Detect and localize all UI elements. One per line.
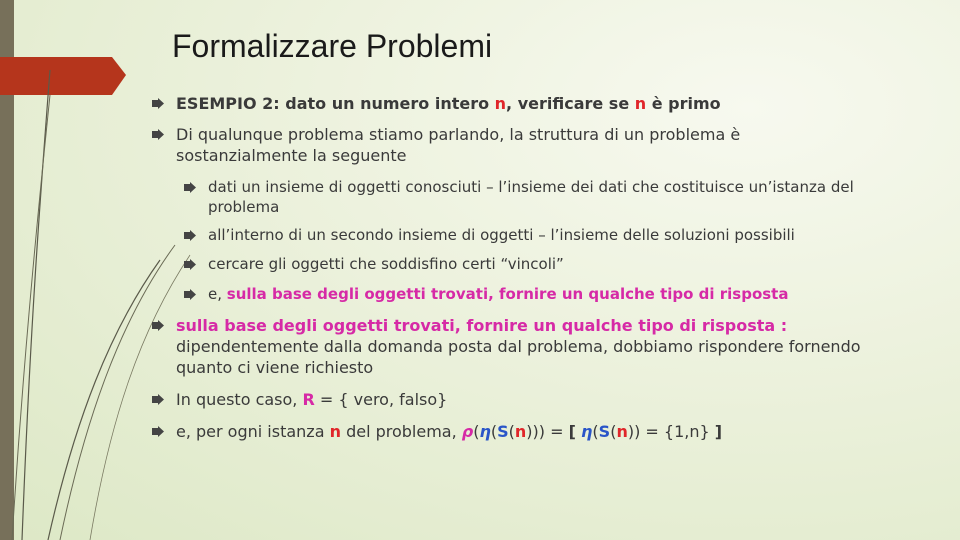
symbol-eta: η [581,422,593,441]
istanza-text-mid: del problema, [340,422,462,441]
arrow-bullet-icon [184,230,196,241]
bracket-right: ] [714,422,723,441]
bullet-struttura [152,124,876,166]
soluzioni-text: all’interno di un secondo insieme di oggetti – l’insieme delle soluzioni possibili [208,226,795,244]
paren: ( [610,422,617,441]
symbol-eta: η [479,422,491,441]
esempio-text-end: è primo [646,94,721,113]
arrow-bullet-icon [152,320,164,331]
paren: ( [592,422,599,441]
esempio-text-mid: , verificare se [506,94,635,113]
title-accent-arrow [0,57,126,95]
set-result: = {1,n} [640,422,715,441]
sub-bullet-dati [184,177,888,217]
var-n: n [494,94,507,113]
symbol-S: S [598,422,611,441]
sub-bullet-vincoli [184,254,888,274]
risposta-text: dipendentemente dalla domanda posta dal problema, dobbiamo rispondere fornendo quanto ci viene richiesto [176,337,861,377]
arrow-bullet-icon [152,129,164,140]
bullet-risposta [152,315,876,378]
bullet-esempio [152,93,876,114]
decorative-lines [0,0,200,540]
arrow-bullet-icon [152,98,164,109]
risposta-prefix: e, [208,285,227,303]
var-n: n [329,422,341,441]
bullet-istanza [152,421,916,442]
var-n: n [634,94,647,113]
paren: )) [627,422,641,441]
vincoli-text: cercare gli oggetti che soddisfino certi “vincoli” [208,255,564,273]
arrow-bullet-icon [184,289,196,300]
var-n: n [514,422,527,441]
dati-text: dati un insieme di oggetti conosciuti – l’insieme dei dati che costituisce un’istanza del problema [208,178,854,216]
struttura-text: Di qualunque problema stiamo parlando, la struttura di un problema è sostanzialmente la seguente [176,125,741,165]
arrow-bullet-icon [152,426,164,437]
caso-text: In questo caso, [176,390,303,409]
arrow-bullet-icon [184,182,196,193]
arrow-bullet-icon [184,259,196,270]
risposta-emphasis: sulla base degli oggetti trovati, fornire un qualche tipo di risposta [226,285,789,303]
paren: ( [490,422,498,441]
bullet-caso [152,389,876,410]
paren: ( [473,422,480,441]
equals: = [545,422,569,441]
slide-title: Formalizzare Problemi [172,28,493,64]
risposta-heading: sulla base degli oggetti trovati, fornire un qualche tipo di risposta : [176,316,788,335]
var-R: R [302,390,315,409]
istanza-text: e, per ogni istanza [176,422,330,441]
paren: ( [508,422,515,441]
symbol-S: S [497,422,509,441]
var-n: n [616,422,628,441]
paren: ))) [526,422,546,441]
bracket-left: [ [568,422,576,441]
arrow-bullet-icon [152,394,164,405]
caso-set: = { vero, falso} [314,390,448,409]
symbol-rho: ρ [461,422,474,441]
sub-bullet-soluzioni [184,225,888,245]
sub-bullet-risposta [184,284,888,304]
esempio-text: ESEMPIO 2: dato un numero intero [176,94,495,113]
